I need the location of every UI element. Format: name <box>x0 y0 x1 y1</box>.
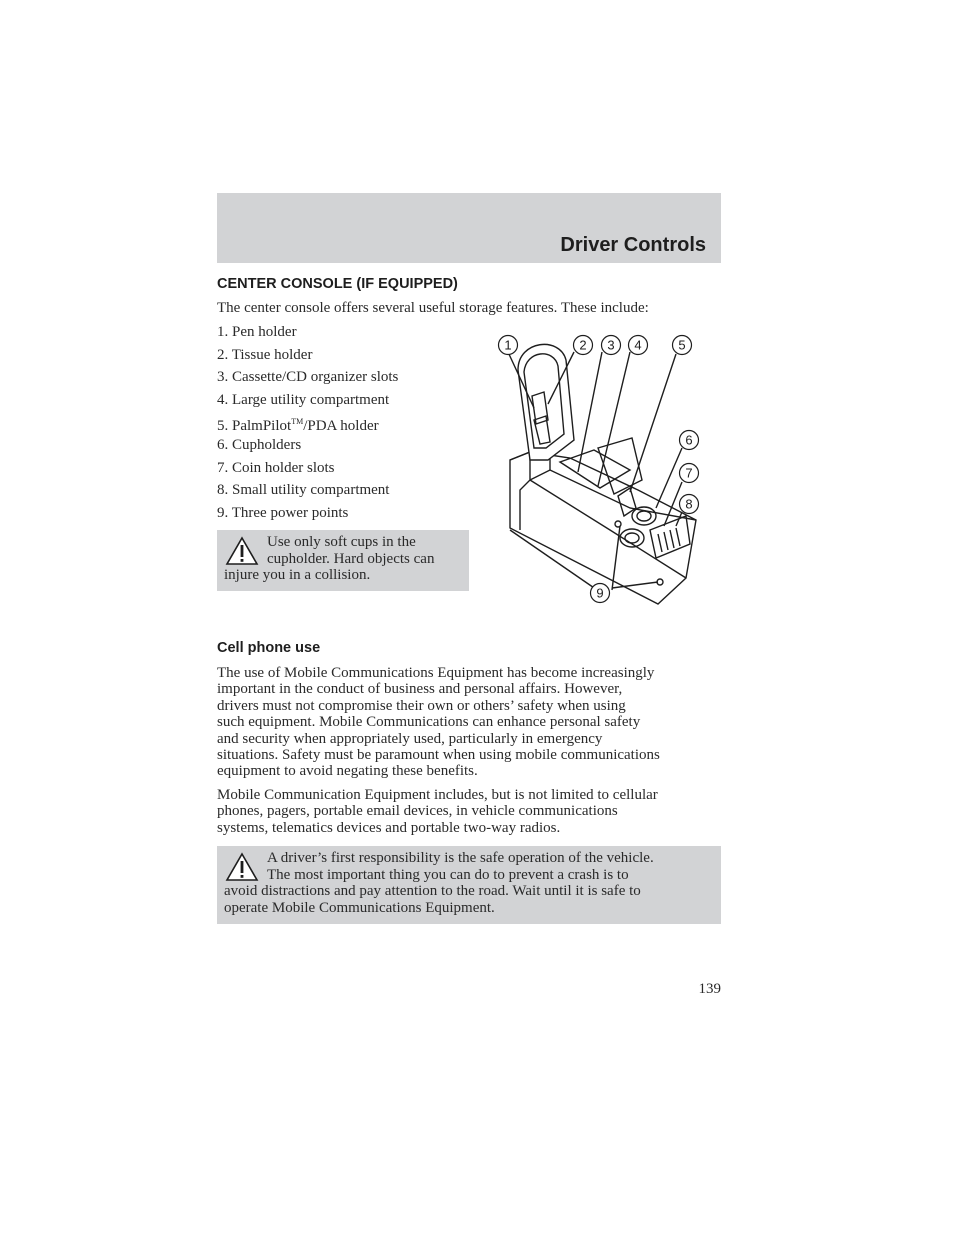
warning-line: Use only soft cups in the <box>267 534 416 550</box>
paragraph-cell-phone-2 <box>217 787 721 836</box>
list-item-suffix: /PDA holder <box>303 418 379 435</box>
list-item: 9. Three power points <box>217 504 349 521</box>
text-line: systems, telematics devices and portable two-way radios. <box>217 819 561 836</box>
callout-4: 4 <box>634 337 642 353</box>
callout-2: 2 <box>579 337 587 353</box>
warning-line: The most important thing you can do to prevent a crash is to <box>267 866 629 883</box>
warning-line: cupholder. Hard objects can <box>267 550 435 567</box>
warning-box-driver-responsibility <box>217 846 721 924</box>
callout-1: 1 <box>504 337 512 353</box>
text-line: Mobile Communication Equipment includes, but is not limited to cellular <box>217 787 658 803</box>
text-line: drivers must not compromise their own or others’ safety when using <box>217 697 626 714</box>
page-number: 139 <box>698 981 721 997</box>
page-title: Driver Controls <box>560 234 706 256</box>
text-line: and security when appropriately used, particularly in emergency <box>217 730 603 747</box>
list-item: 6. Cupholders <box>217 436 302 453</box>
list-item: 1. Pen holder <box>217 324 297 340</box>
list-item <box>217 412 398 435</box>
text-line: The use of Mobile Communications Equipment has become increasingly <box>217 665 655 681</box>
trademark-mark: TM <box>291 417 304 427</box>
header-band <box>217 193 721 263</box>
list-item: 2. Tissue holder <box>217 346 313 363</box>
text-line: equipment to avoid negating these benefits. <box>217 763 478 780</box>
warning-text <box>224 534 464 584</box>
callout-7: 7 <box>685 465 693 481</box>
subsection-title: Cell phone use <box>217 640 321 656</box>
center-console-illustration <box>490 330 710 610</box>
callout-8: 8 <box>685 496 693 512</box>
list-item-prefix: 5. PalmPilot <box>217 418 292 435</box>
warning-text <box>224 850 716 916</box>
list-item: 4. Large utility compartment <box>217 391 390 408</box>
text-line: such equipment. Mobile Communications can enhance personal safety <box>217 714 641 731</box>
section-intro: The center console offers several useful storage features. These include: <box>217 300 649 316</box>
callout-3: 3 <box>607 337 615 353</box>
callout-9: 9 <box>596 585 604 601</box>
section-title: CENTER CONSOLE (IF EQUIPPED) <box>217 276 458 292</box>
list-item: 3. Cassette/CD organizer slots <box>217 369 399 386</box>
text-line: phones, pagers, portable email devices, in vehicle communications <box>217 803 618 820</box>
callout-6: 6 <box>685 432 693 448</box>
warning-line: operate Mobile Communications Equipment. <box>224 899 495 916</box>
warning-box-cupholder <box>217 530 469 591</box>
text-line: important in the conduct of business and personal affairs. However, <box>217 681 623 698</box>
paragraph-cell-phone-1 <box>217 665 721 780</box>
list-item: 7. Coin holder slots <box>217 459 335 476</box>
warning-line: injure you in a collision. <box>224 567 371 583</box>
list-item: 8. Small utility compartment <box>217 482 390 499</box>
warning-line: avoid distractions and pay attention to the road. Wait until it is safe to <box>224 883 641 899</box>
feature-list <box>217 322 398 525</box>
warning-line: A driver’s first responsibility is the safe operation of the vehicle. <box>267 850 654 866</box>
text-line: situations. Safety must be paramount when using mobile communications <box>217 747 660 764</box>
callout-5: 5 <box>678 337 686 353</box>
